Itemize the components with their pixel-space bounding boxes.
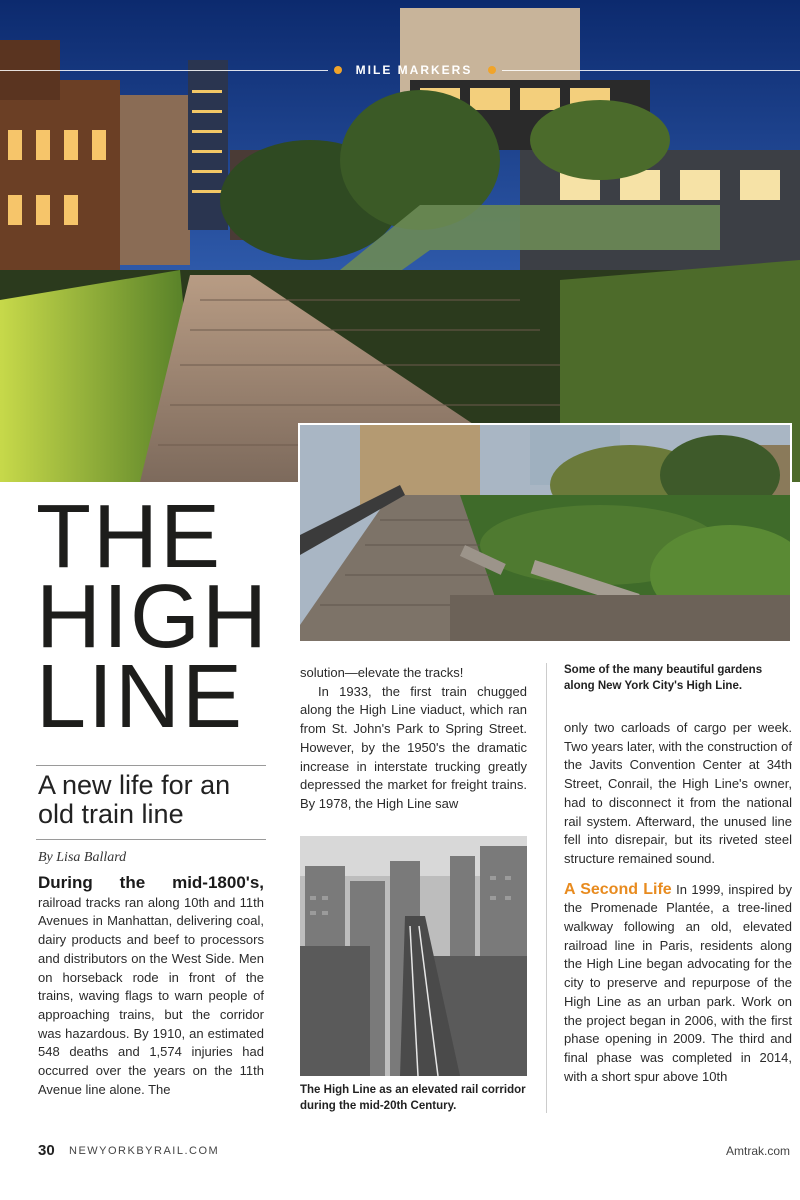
column-2-paragraph: solution—elevate the tracks! <box>300 665 464 680</box>
article-title <box>36 487 269 747</box>
caption-historic-photo: The High Line as an elevated rail corridor during the mid-20th Century. <box>300 1084 526 1112</box>
tag-dot-right <box>488 66 496 74</box>
page-number: 30 <box>38 1142 55 1159</box>
section-tag <box>0 62 800 78</box>
section-tag-label: MILE MARKERS <box>355 63 473 77</box>
subtitle-rule <box>36 839 266 840</box>
byline: By Lisa Ballard <box>38 850 127 865</box>
tag-rule-left <box>0 70 328 71</box>
tag-rule-right <box>502 70 800 71</box>
column-3-paragraph-2 <box>564 881 792 1087</box>
column-divider <box>546 663 547 1113</box>
historic-bw-photo <box>300 836 527 1076</box>
column-2-paragraph: In 1933, the first train chugged along the High Line viaduct, which ran from St. John's Park to Spring Street. However, by the 1950's the dramatic increase in interstate trucking greatly depressed the market for freight trains. By 1978, the High Line saw <box>300 683 527 811</box>
page-footer <box>0 1142 800 1162</box>
site-url: NEWYORKBYRAIL.COM <box>69 1145 220 1157</box>
column-1-text: railroad tracks ran along 10th and 11th Avenues in Manhattan, delivering coal, dairy products and beef to processors and distributors on the West Side. Men on horseback rode in front of the trains, waving flags to warn people of approaching trains, but the corridor was hazardous. By 1910, an estimated 548 deaths and 1,574 injuries had occurred over the years on the 11th Avenue line alone. The <box>38 894 264 1097</box>
column-3-paragraph: only two carloads of cargo per week. Two years later, with the construction of the Javits Convention Center at 34th Street, Conrail, the High Line's owner, had to disconnect it from the national rail system. Afterward, the unused line fell into disrepair, but its riveted steel structure remained sound. <box>564 720 792 866</box>
column-1 <box>38 874 264 1099</box>
column-3-text: In 1999, inspired by the Promenade Plantée, a tree-lined walkway following an old, elevated railroad line in Paris, residents along the High Line began advocating for the city to preserve and repurpose of the High Line as an urban park. Work on the project began in 2006, with the first phase opening in 2009. The third and final phase was completed in 2014, with a short spur above 10th <box>564 881 792 1084</box>
brand-url: Amtrak.com <box>725 1144 790 1158</box>
caption-gardens-photo: Some of the many beautiful gardens along New York City's High Line. <box>564 664 763 692</box>
tag-dot-left <box>334 66 342 74</box>
title-line: LINE <box>36 647 245 747</box>
garden-photo <box>298 423 792 643</box>
column-2 <box>300 664 527 814</box>
column-3 <box>564 719 792 1086</box>
title-rule <box>36 765 266 766</box>
title-line: HIGH <box>36 567 269 667</box>
article-subtitle: A new life for an old train line <box>38 770 231 829</box>
lead-in: During the mid-1800's, <box>38 873 264 892</box>
title-line: THE <box>36 487 222 587</box>
section-subhead: A Second Life <box>564 880 672 898</box>
